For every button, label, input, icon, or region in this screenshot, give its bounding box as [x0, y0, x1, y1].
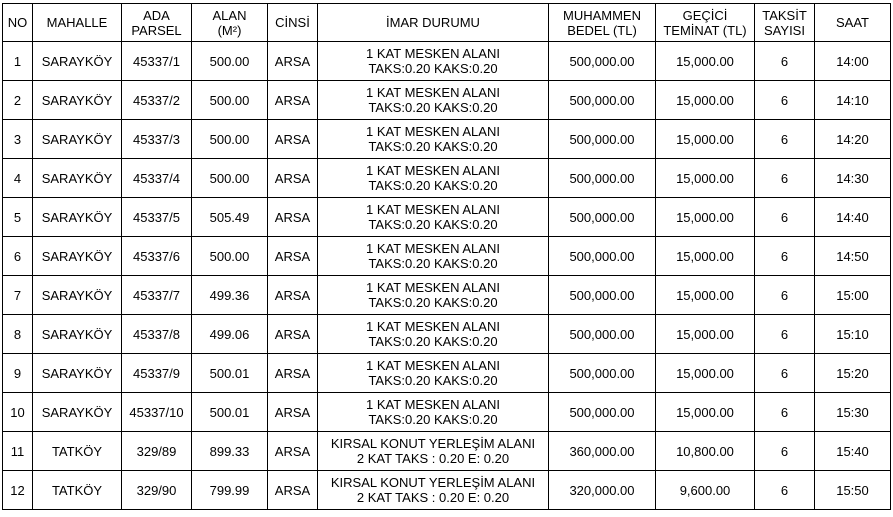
cell-teminat: 15,000.00 [656, 393, 755, 432]
cell-teminat: 15,000.00 [656, 237, 755, 276]
column-header-imar-durumu [318, 4, 549, 42]
cell-imar [318, 432, 549, 471]
cell-cinsi: ARSA [268, 276, 318, 315]
cell-alan: 899.33 [192, 432, 268, 471]
column-header-line: MAHALLE [46, 15, 108, 30]
imar-line: 2 KAT TAKS : 0.20 E: 0.20 [356, 490, 510, 505]
cell-no: 12 [3, 471, 33, 510]
cell-ada-parsel: 329/89 [122, 432, 192, 471]
cell-alan: 500.00 [192, 237, 268, 276]
cell-saat: 15:10 [815, 315, 891, 354]
cell-no: 10 [3, 393, 33, 432]
column-header-ada-parsel [122, 4, 192, 42]
cell-cinsi: ARSA [268, 237, 318, 276]
cell-teminat: 15,000.00 [656, 159, 755, 198]
cell-taksit: 6 [755, 471, 815, 510]
cell-saat: 15:00 [815, 276, 891, 315]
cell-teminat: 15,000.00 [656, 81, 755, 120]
cell-teminat: 15,000.00 [656, 276, 755, 315]
cell-alan: 500.00 [192, 159, 268, 198]
cell-imar [318, 198, 549, 237]
imar-line: TAKS:0.20 KAKS:0.20 [368, 412, 498, 427]
cell-mahalle: SARAYKÖY [33, 276, 122, 315]
cell-taksit: 6 [755, 159, 815, 198]
cell-mahalle: SARAYKÖY [33, 159, 122, 198]
cell-imar [318, 159, 549, 198]
imar-line: TAKS:0.20 KAKS:0.20 [368, 139, 498, 154]
column-header-line: SAYISI [764, 22, 805, 38]
cell-saat: 15:30 [815, 393, 891, 432]
column-header-saat [815, 4, 891, 42]
column-header-line: TEMİNAT (TL) [663, 22, 747, 38]
table-row [3, 198, 891, 237]
column-header-no [3, 4, 33, 42]
cell-no: 6 [3, 237, 33, 276]
cell-mahalle: TATKÖY [33, 471, 122, 510]
cell-teminat: 9,600.00 [656, 471, 755, 510]
imar-line: KIRSAL KONUT YERLEŞİM ALANI [330, 475, 536, 490]
cell-taksit: 6 [755, 237, 815, 276]
cell-no: 3 [3, 120, 33, 159]
cell-mahalle: SARAYKÖY [33, 120, 122, 159]
cell-saat: 15:50 [815, 471, 891, 510]
cell-taksit: 6 [755, 198, 815, 237]
cell-mahalle: TATKÖY [33, 432, 122, 471]
cell-no: 1 [3, 42, 33, 81]
imar-line: TAKS:0.20 KAKS:0.20 [368, 178, 498, 193]
cell-imar [318, 237, 549, 276]
cell-saat: 14:40 [815, 198, 891, 237]
imar-line: TAKS:0.20 KAKS:0.20 [368, 100, 498, 115]
cell-imar [318, 42, 549, 81]
table-row [3, 471, 891, 510]
cell-bedel: 320,000.00 [549, 471, 656, 510]
parcel-auction-table [2, 3, 891, 510]
imar-line: TAKS:0.20 KAKS:0.20 [368, 256, 498, 271]
cell-cinsi: ARSA [268, 393, 318, 432]
cell-cinsi: ARSA [268, 81, 318, 120]
cell-ada-parsel: 45337/10 [122, 393, 192, 432]
cell-no: 9 [3, 354, 33, 393]
imar-line: TAKS:0.20 KAKS:0.20 [368, 373, 498, 388]
cell-ada-parsel: 45337/3 [122, 120, 192, 159]
cell-teminat: 15,000.00 [656, 120, 755, 159]
column-header-mahalle [33, 4, 122, 42]
cell-ada-parsel: 45337/9 [122, 354, 192, 393]
table-row [3, 315, 891, 354]
cell-no: 7 [3, 276, 33, 315]
cell-alan: 500.01 [192, 393, 268, 432]
cell-ada-parsel: 45337/1 [122, 42, 192, 81]
cell-taksit: 6 [755, 393, 815, 432]
cell-imar [318, 354, 549, 393]
table-header-row [3, 4, 891, 42]
cell-alan: 499.36 [192, 276, 268, 315]
column-header-line: İMAR DURUMU [386, 15, 480, 30]
imar-line: 1 KAT MESKEN ALANI [366, 319, 500, 334]
cell-imar [318, 393, 549, 432]
cell-no: 8 [3, 315, 33, 354]
imar-line: TAKS:0.20 KAKS:0.20 [368, 334, 498, 349]
column-header-line: SAAT [836, 15, 869, 30]
cell-imar [318, 471, 549, 510]
cell-mahalle: SARAYKÖY [33, 81, 122, 120]
cell-no: 5 [3, 198, 33, 237]
cell-bedel: 500,000.00 [549, 354, 656, 393]
cell-saat: 14:50 [815, 237, 891, 276]
cell-mahalle: SARAYKÖY [33, 393, 122, 432]
column-header-line: GEÇİCİ [682, 7, 728, 23]
cell-ada-parsel: 45337/5 [122, 198, 192, 237]
cell-taksit: 6 [755, 276, 815, 315]
table-row [3, 237, 891, 276]
cell-no: 4 [3, 159, 33, 198]
cell-alan: 500.01 [192, 354, 268, 393]
cell-no: 11 [3, 432, 33, 471]
imar-line: TAKS:0.20 KAKS:0.20 [368, 217, 498, 232]
imar-line: 1 KAT MESKEN ALANI [366, 163, 500, 178]
column-header-taksit-sayisi [755, 4, 815, 42]
cell-mahalle: SARAYKÖY [33, 237, 122, 276]
imar-line: 1 KAT MESKEN ALANI [366, 280, 500, 295]
imar-line: 1 KAT MESKEN ALANI [366, 85, 500, 100]
cell-mahalle: SARAYKÖY [33, 315, 122, 354]
cell-taksit: 6 [755, 81, 815, 120]
cell-bedel: 500,000.00 [549, 393, 656, 432]
cell-saat: 15:40 [815, 432, 891, 471]
cell-ada-parsel: 45337/6 [122, 237, 192, 276]
table-row [3, 354, 891, 393]
table-row [3, 393, 891, 432]
column-header-gecici-teminat [656, 4, 755, 42]
column-header-line: (M²) [217, 22, 242, 38]
table-row [3, 159, 891, 198]
cell-teminat: 15,000.00 [656, 42, 755, 81]
cell-saat: 14:10 [815, 81, 891, 120]
cell-taksit: 6 [755, 120, 815, 159]
imar-line: 1 KAT MESKEN ALANI [366, 397, 500, 412]
cell-teminat: 10,800.00 [656, 432, 755, 471]
cell-imar [318, 315, 549, 354]
table-row [3, 81, 891, 120]
cell-bedel: 500,000.00 [549, 81, 656, 120]
column-header-line: PARSEL [131, 22, 182, 38]
column-header-line: MUHAMMEN [563, 7, 641, 23]
cell-ada-parsel: 45337/8 [122, 315, 192, 354]
cell-ada-parsel: 329/90 [122, 471, 192, 510]
table-row [3, 120, 891, 159]
cell-imar [318, 276, 549, 315]
cell-alan: 500.00 [192, 42, 268, 81]
cell-cinsi: ARSA [268, 471, 318, 510]
cell-teminat: 15,000.00 [656, 315, 755, 354]
cell-alan: 500.00 [192, 81, 268, 120]
table-row [3, 432, 891, 471]
column-header-line: BEDEL (TL) [567, 22, 637, 38]
cell-taksit: 6 [755, 354, 815, 393]
imar-line: 1 KAT MESKEN ALANI [366, 46, 500, 61]
cell-mahalle: SARAYKÖY [33, 354, 122, 393]
cell-cinsi: ARSA [268, 159, 318, 198]
imar-line: 1 KAT MESKEN ALANI [366, 358, 500, 373]
cell-saat: 14:30 [815, 159, 891, 198]
cell-cinsi: ARSA [268, 432, 318, 471]
cell-taksit: 6 [755, 315, 815, 354]
cell-bedel: 360,000.00 [549, 432, 656, 471]
cell-bedel: 500,000.00 [549, 315, 656, 354]
column-header-line: NO [7, 15, 28, 30]
cell-bedel: 500,000.00 [549, 198, 656, 237]
imar-line: TAKS:0.20 KAKS:0.20 [368, 61, 498, 76]
cell-imar [318, 81, 549, 120]
cell-imar [318, 120, 549, 159]
cell-cinsi: ARSA [268, 120, 318, 159]
cell-ada-parsel: 45337/2 [122, 81, 192, 120]
imar-line: KIRSAL KONUT YERLEŞİM ALANI [330, 436, 536, 451]
cell-teminat: 15,000.00 [656, 354, 755, 393]
imar-line: 2 KAT TAKS : 0.20 E: 0.20 [356, 451, 510, 466]
cell-bedel: 500,000.00 [549, 159, 656, 198]
table-body [3, 42, 891, 510]
cell-taksit: 6 [755, 432, 815, 471]
table-row [3, 42, 891, 81]
cell-ada-parsel: 45337/7 [122, 276, 192, 315]
column-header-line: TAKSİT [762, 7, 807, 23]
cell-teminat: 15,000.00 [656, 198, 755, 237]
cell-cinsi: ARSA [268, 354, 318, 393]
cell-cinsi: ARSA [268, 198, 318, 237]
cell-alan: 505.49 [192, 198, 268, 237]
cell-alan: 799.99 [192, 471, 268, 510]
table-row [3, 276, 891, 315]
column-header-alan [192, 4, 268, 42]
cell-cinsi: ARSA [268, 315, 318, 354]
cell-alan: 500.00 [192, 120, 268, 159]
cell-saat: 14:20 [815, 120, 891, 159]
cell-bedel: 500,000.00 [549, 42, 656, 81]
cell-mahalle: SARAYKÖY [33, 42, 122, 81]
cell-saat: 14:00 [815, 42, 891, 81]
imar-line: TAKS:0.20 KAKS:0.20 [368, 295, 498, 310]
cell-alan: 499.06 [192, 315, 268, 354]
cell-bedel: 500,000.00 [549, 276, 656, 315]
cell-cinsi: ARSA [268, 42, 318, 81]
column-header-muhammen-bedel [549, 4, 656, 42]
imar-line: 1 KAT MESKEN ALANI [366, 124, 500, 139]
cell-bedel: 500,000.00 [549, 120, 656, 159]
cell-ada-parsel: 45337/4 [122, 159, 192, 198]
column-header-line: ADA [143, 7, 170, 23]
imar-line: 1 KAT MESKEN ALANI [366, 241, 500, 256]
cell-bedel: 500,000.00 [549, 237, 656, 276]
cell-taksit: 6 [755, 42, 815, 81]
cell-mahalle: SARAYKÖY [33, 198, 122, 237]
column-header-line: CİNSİ [275, 15, 310, 30]
cell-no: 2 [3, 81, 33, 120]
imar-line: 1 KAT MESKEN ALANI [366, 202, 500, 217]
column-header-line: ALAN [212, 7, 247, 23]
column-header-cinsi [268, 4, 318, 42]
cell-saat: 15:20 [815, 354, 891, 393]
